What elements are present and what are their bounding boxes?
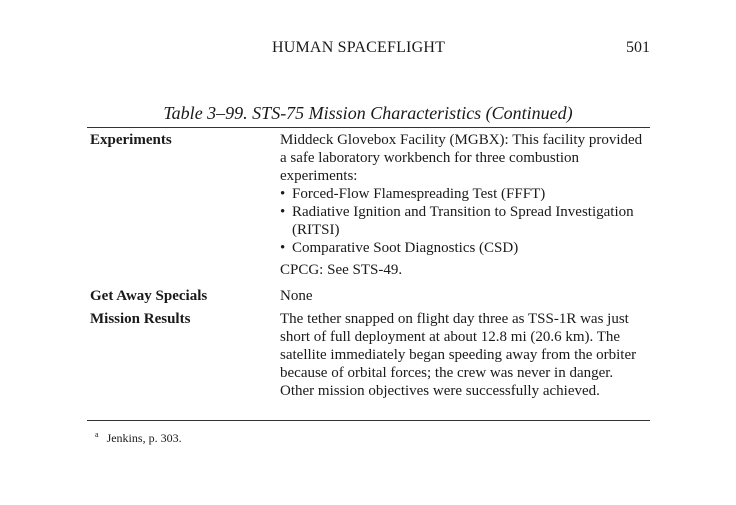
experiments-bullet-list	[280, 185, 645, 257]
bullet-icon: •	[280, 240, 286, 256]
footnote-mark: a	[95, 430, 99, 439]
row-label-get-away-specials: Get Away Specials	[90, 288, 208, 304]
footnote	[95, 430, 182, 446]
bullet-text: Forced-Flow Flamespreading Test (FFFT)	[292, 186, 546, 202]
table-bottom-rule	[87, 420, 650, 421]
experiments-after: CPCG: See STS-49.	[280, 262, 403, 278]
experiments-intro: Middeck Glovebox Facility (MGBX): This facility provided a safe laboratory workbench for three combustion experiments:	[280, 132, 643, 184]
bullet-text: Comparative Soot Diagnostics (CSD)	[292, 240, 519, 256]
bullet-item	[280, 203, 645, 239]
bullet-icon: •	[280, 204, 286, 220]
bullet-item	[280, 185, 645, 203]
running-head: HUMAN SPACEFLIGHT	[272, 39, 446, 56]
row-value-experiments	[280, 131, 645, 279]
footnote-text: Jenkins, p. 303.	[106, 431, 182, 445]
bullet-item	[280, 239, 645, 257]
table-title: Table 3–99. STS-75 Mission Characteristics (Continued)	[163, 103, 573, 123]
bullet-icon: •	[280, 186, 286, 202]
table-top-rule	[87, 127, 650, 128]
row-value-mission-results: The tether snapped on flight day three as TSS-1R was just short of full deployment at about 12.8 mi (20.6 km). The satellite immediately began speeding away from the orbiter because of orbital forces; the crew was never in danger. Other mission objectives were successfully achieved.	[280, 311, 637, 399]
row-value-get-away-specials: None	[280, 288, 313, 304]
bullet-text: Radiative Ignition and Transition to Spread Investigation (RITSI)	[292, 204, 634, 238]
row-label-mission-results: Mission Results	[90, 311, 191, 327]
page-number: 501	[626, 39, 650, 56]
row-label-experiments: Experiments	[90, 132, 172, 148]
